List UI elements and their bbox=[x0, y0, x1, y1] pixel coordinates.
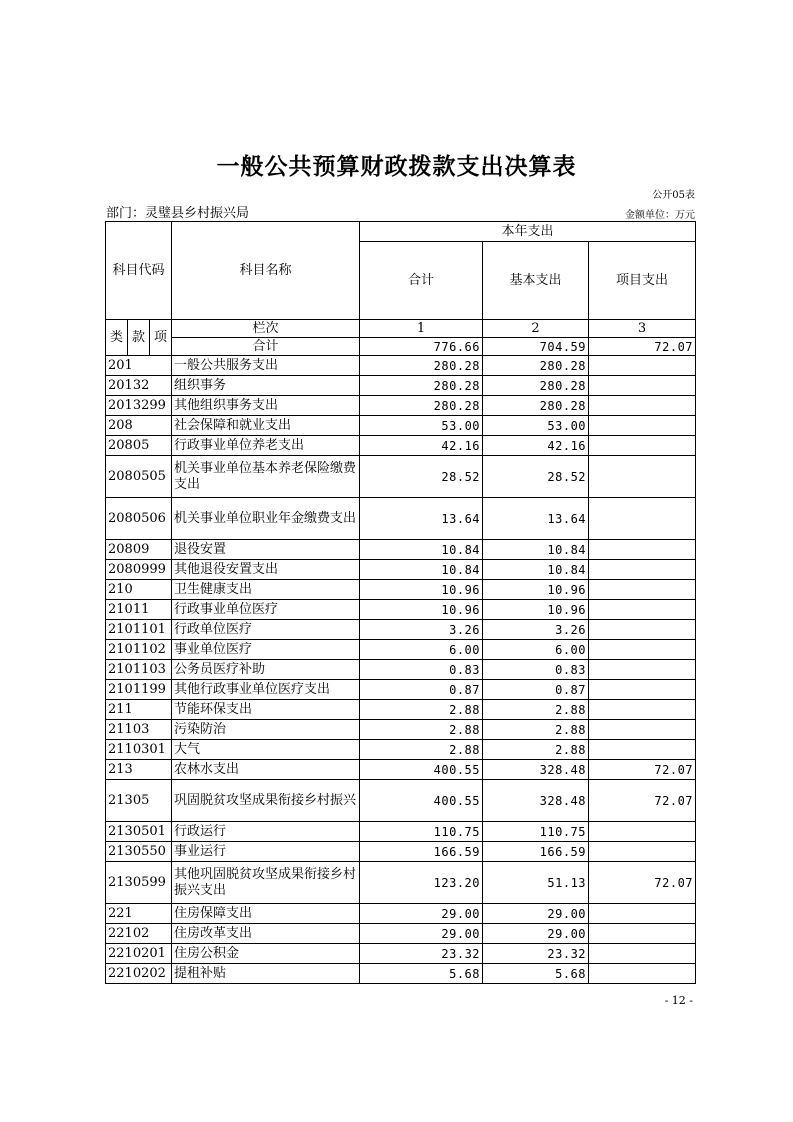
project-cell bbox=[589, 498, 696, 540]
subject-code-cell: 20809 bbox=[106, 540, 172, 560]
basic-cell: 13.64 bbox=[483, 498, 589, 540]
subject-name-cell: 机关事业单位职业年金缴费支出 bbox=[172, 498, 360, 540]
total-cell: 123.20 bbox=[360, 862, 483, 904]
header-subject-name: 科目名称 bbox=[172, 222, 360, 320]
subject-code-cell: 2080506 bbox=[106, 498, 172, 540]
subject-code-cell: 2210202 bbox=[106, 964, 172, 984]
project-cell: 72.07 bbox=[589, 780, 696, 822]
basic-cell: 280.28 bbox=[483, 396, 589, 416]
subject-name-cell: 行政事业单位养老支出 bbox=[172, 436, 360, 456]
basic-cell: 23.32 bbox=[483, 944, 589, 964]
total-cell: 400.55 bbox=[360, 760, 483, 780]
total-cell: 110.75 bbox=[360, 822, 483, 842]
table-row bbox=[106, 822, 696, 842]
subject-name-cell: 事业单位医疗 bbox=[172, 640, 360, 660]
project-cell bbox=[589, 620, 696, 640]
basic-cell: 5.68 bbox=[483, 964, 589, 984]
sum-project: 72.07 bbox=[589, 338, 696, 356]
project-cell bbox=[589, 720, 696, 740]
total-cell: 6.00 bbox=[360, 640, 483, 660]
basic-cell: 0.87 bbox=[483, 680, 589, 700]
total-cell: 13.64 bbox=[360, 498, 483, 540]
sum-label: 合计 bbox=[172, 338, 360, 356]
basic-cell: 110.75 bbox=[483, 822, 589, 842]
table-row bbox=[106, 862, 696, 904]
table-row bbox=[106, 540, 696, 560]
subject-name-cell: 住房公积金 bbox=[172, 944, 360, 964]
project-cell bbox=[589, 540, 696, 560]
table-row bbox=[106, 396, 696, 416]
basic-cell: 2.88 bbox=[483, 740, 589, 760]
expenditure-table bbox=[105, 221, 696, 984]
subject-name-cell: 组织事务 bbox=[172, 376, 360, 396]
total-cell: 280.28 bbox=[360, 356, 483, 376]
subject-code-cell: 20805 bbox=[106, 436, 172, 456]
table-row bbox=[106, 356, 696, 376]
sum-basic: 704.59 bbox=[483, 338, 589, 356]
header-lei: 类 bbox=[106, 320, 128, 356]
page-title: 一般公共预算财政拨款支出决算表 bbox=[216, 154, 577, 180]
project-cell bbox=[589, 560, 696, 580]
header-column-no: 栏次 bbox=[172, 320, 360, 338]
subject-name-cell: 行政事业单位医疗 bbox=[172, 600, 360, 620]
basic-cell: 2.88 bbox=[483, 700, 589, 720]
table-row bbox=[106, 842, 696, 862]
total-cell: 2.88 bbox=[360, 700, 483, 720]
total-cell: 42.16 bbox=[360, 436, 483, 456]
table-row bbox=[106, 416, 696, 436]
project-cell bbox=[589, 600, 696, 620]
subject-name-cell: 其他巩固脱贫攻坚成果衔接乡村振兴支出 bbox=[172, 862, 360, 904]
basic-cell: 29.00 bbox=[483, 904, 589, 924]
subject-code-cell: 21103 bbox=[106, 720, 172, 740]
table-row bbox=[106, 498, 696, 540]
unit-label: 金额单位：万元 bbox=[625, 210, 695, 221]
total-cell: 400.55 bbox=[360, 780, 483, 822]
basic-cell: 2.88 bbox=[483, 720, 589, 740]
table-row bbox=[106, 436, 696, 456]
project-cell bbox=[589, 964, 696, 984]
header-subject-code: 科目代码 bbox=[106, 222, 172, 320]
project-cell bbox=[589, 356, 696, 376]
subject-name-cell: 提租补贴 bbox=[172, 964, 360, 984]
form-code: 公开05表 bbox=[652, 190, 695, 201]
header-project: 项目支出 bbox=[589, 242, 696, 320]
table-row bbox=[106, 964, 696, 984]
header-basic: 基本支出 bbox=[483, 242, 589, 320]
subject-code-cell: 2101102 bbox=[106, 640, 172, 660]
subject-name-cell: 社会保障和就业支出 bbox=[172, 416, 360, 436]
subject-name-cell: 其他退役安置支出 bbox=[172, 560, 360, 580]
total-cell: 29.00 bbox=[360, 904, 483, 924]
total-cell: 3.26 bbox=[360, 620, 483, 640]
header-current-year: 本年支出 bbox=[360, 222, 696, 242]
basic-cell: 6.00 bbox=[483, 640, 589, 660]
project-cell bbox=[589, 376, 696, 396]
table-row bbox=[106, 780, 696, 822]
total-cell: 29.00 bbox=[360, 924, 483, 944]
subject-code-cell: 21305 bbox=[106, 780, 172, 822]
subject-code-cell: 2110301 bbox=[106, 740, 172, 760]
basic-cell: 42.16 bbox=[483, 436, 589, 456]
subject-name-cell: 一般公共服务支出 bbox=[172, 356, 360, 376]
total-cell: 0.83 bbox=[360, 660, 483, 680]
basic-cell: 51.13 bbox=[483, 862, 589, 904]
subject-code-cell: 213 bbox=[106, 760, 172, 780]
project-cell bbox=[589, 396, 696, 416]
total-cell: 28.52 bbox=[360, 456, 483, 498]
project-cell bbox=[589, 580, 696, 600]
total-cell: 280.28 bbox=[360, 396, 483, 416]
subject-name-cell: 污染防治 bbox=[172, 720, 360, 740]
total-cell: 166.59 bbox=[360, 842, 483, 862]
project-cell bbox=[589, 842, 696, 862]
table-row bbox=[106, 376, 696, 396]
basic-cell: 53.00 bbox=[483, 416, 589, 436]
subject-name-cell: 机关事业单位基本养老保险缴费支出 bbox=[172, 456, 360, 498]
subject-name-cell: 节能环保支出 bbox=[172, 700, 360, 720]
basic-cell: 0.83 bbox=[483, 660, 589, 680]
subject-code-cell: 2013299 bbox=[106, 396, 172, 416]
subject-name-cell: 其他组织事务支出 bbox=[172, 396, 360, 416]
subject-name-cell: 行政单位医疗 bbox=[172, 620, 360, 640]
table-row bbox=[106, 600, 696, 620]
subject-name-cell: 大气 bbox=[172, 740, 360, 760]
table-row bbox=[106, 620, 696, 640]
table-row bbox=[106, 700, 696, 720]
total-cell: 53.00 bbox=[360, 416, 483, 436]
basic-cell: 10.84 bbox=[483, 560, 589, 580]
total-cell: 2.88 bbox=[360, 740, 483, 760]
total-cell: 2.88 bbox=[360, 720, 483, 740]
subject-name-cell: 巩固脱贫攻坚成果衔接乡村振兴 bbox=[172, 780, 360, 822]
table-row bbox=[106, 660, 696, 680]
subject-code-cell: 2080999 bbox=[106, 560, 172, 580]
project-cell bbox=[589, 740, 696, 760]
table-row bbox=[106, 904, 696, 924]
project-cell bbox=[589, 660, 696, 680]
project-cell bbox=[589, 700, 696, 720]
subject-name-cell: 卫生健康支出 bbox=[172, 580, 360, 600]
department-label: 部门：灵璧县乡村振兴局 bbox=[106, 206, 250, 221]
subject-code-cell: 221 bbox=[106, 904, 172, 924]
basic-cell: 280.28 bbox=[483, 356, 589, 376]
subject-code-cell: 21011 bbox=[106, 600, 172, 620]
subject-code-cell: 2130599 bbox=[106, 862, 172, 904]
basic-cell: 3.26 bbox=[483, 620, 589, 640]
project-cell bbox=[589, 416, 696, 436]
project-cell bbox=[589, 822, 696, 842]
subject-code-cell: 211 bbox=[106, 700, 172, 720]
project-cell bbox=[589, 436, 696, 456]
subject-name-cell: 事业运行 bbox=[172, 842, 360, 862]
subject-code-cell: 201 bbox=[106, 356, 172, 376]
basic-cell: 10.84 bbox=[483, 540, 589, 560]
project-cell bbox=[589, 680, 696, 700]
subject-code-cell: 2210201 bbox=[106, 944, 172, 964]
project-cell bbox=[589, 640, 696, 660]
basic-cell: 328.48 bbox=[483, 760, 589, 780]
subject-code-cell: 22102 bbox=[106, 924, 172, 944]
subject-code-cell: 2130550 bbox=[106, 842, 172, 862]
subject-name-cell: 住房保障支出 bbox=[172, 904, 360, 924]
basic-cell: 10.96 bbox=[483, 600, 589, 620]
project-cell: 72.07 bbox=[589, 862, 696, 904]
table-row bbox=[106, 640, 696, 660]
table-row bbox=[106, 924, 696, 944]
header-col1: 1 bbox=[360, 320, 483, 338]
project-cell bbox=[589, 456, 696, 498]
subject-name-cell: 行政运行 bbox=[172, 822, 360, 842]
subject-code-cell: 2101103 bbox=[106, 660, 172, 680]
subject-code-cell: 2130501 bbox=[106, 822, 172, 842]
basic-cell: 328.48 bbox=[483, 780, 589, 822]
header-total: 合计 bbox=[360, 242, 483, 320]
subject-name-cell: 住房改革支出 bbox=[172, 924, 360, 944]
sum-total: 776.66 bbox=[360, 338, 483, 356]
header-col2: 2 bbox=[483, 320, 589, 338]
table-row bbox=[106, 580, 696, 600]
total-cell: 5.68 bbox=[360, 964, 483, 984]
table-row bbox=[106, 720, 696, 740]
page-number: - 12 - bbox=[664, 994, 693, 1007]
basic-cell: 28.52 bbox=[483, 456, 589, 498]
header-xiang: 项 bbox=[150, 320, 172, 356]
project-cell: 72.07 bbox=[589, 760, 696, 780]
table-row bbox=[106, 760, 696, 780]
project-cell bbox=[589, 904, 696, 924]
basic-cell: 10.96 bbox=[483, 580, 589, 600]
project-cell bbox=[589, 944, 696, 964]
header-col3: 3 bbox=[589, 320, 696, 338]
subject-code-cell: 20132 bbox=[106, 376, 172, 396]
subject-name-cell: 农林水支出 bbox=[172, 760, 360, 780]
basic-cell: 166.59 bbox=[483, 842, 589, 862]
table-row bbox=[106, 944, 696, 964]
total-cell: 280.28 bbox=[360, 376, 483, 396]
project-cell bbox=[589, 924, 696, 944]
subject-name-cell: 公务员医疗补助 bbox=[172, 660, 360, 680]
table-row bbox=[106, 560, 696, 580]
basic-cell: 280.28 bbox=[483, 376, 589, 396]
total-cell: 23.32 bbox=[360, 944, 483, 964]
subject-name-cell: 退役安置 bbox=[172, 540, 360, 560]
subject-code-cell: 2080505 bbox=[106, 456, 172, 498]
table-row bbox=[106, 740, 696, 760]
total-cell: 10.96 bbox=[360, 580, 483, 600]
total-cell: 10.96 bbox=[360, 600, 483, 620]
total-cell: 10.84 bbox=[360, 540, 483, 560]
subject-name-cell: 其他行政事业单位医疗支出 bbox=[172, 680, 360, 700]
table-row bbox=[106, 456, 696, 498]
subject-code-cell: 2101101 bbox=[106, 620, 172, 640]
subject-code-cell: 2101199 bbox=[106, 680, 172, 700]
header-kuan: 款 bbox=[128, 320, 150, 356]
subject-code-cell: 208 bbox=[106, 416, 172, 436]
basic-cell: 29.00 bbox=[483, 924, 589, 944]
subject-code-cell: 210 bbox=[106, 580, 172, 600]
total-cell: 10.84 bbox=[360, 560, 483, 580]
table-row bbox=[106, 680, 696, 700]
total-cell: 0.87 bbox=[360, 680, 483, 700]
